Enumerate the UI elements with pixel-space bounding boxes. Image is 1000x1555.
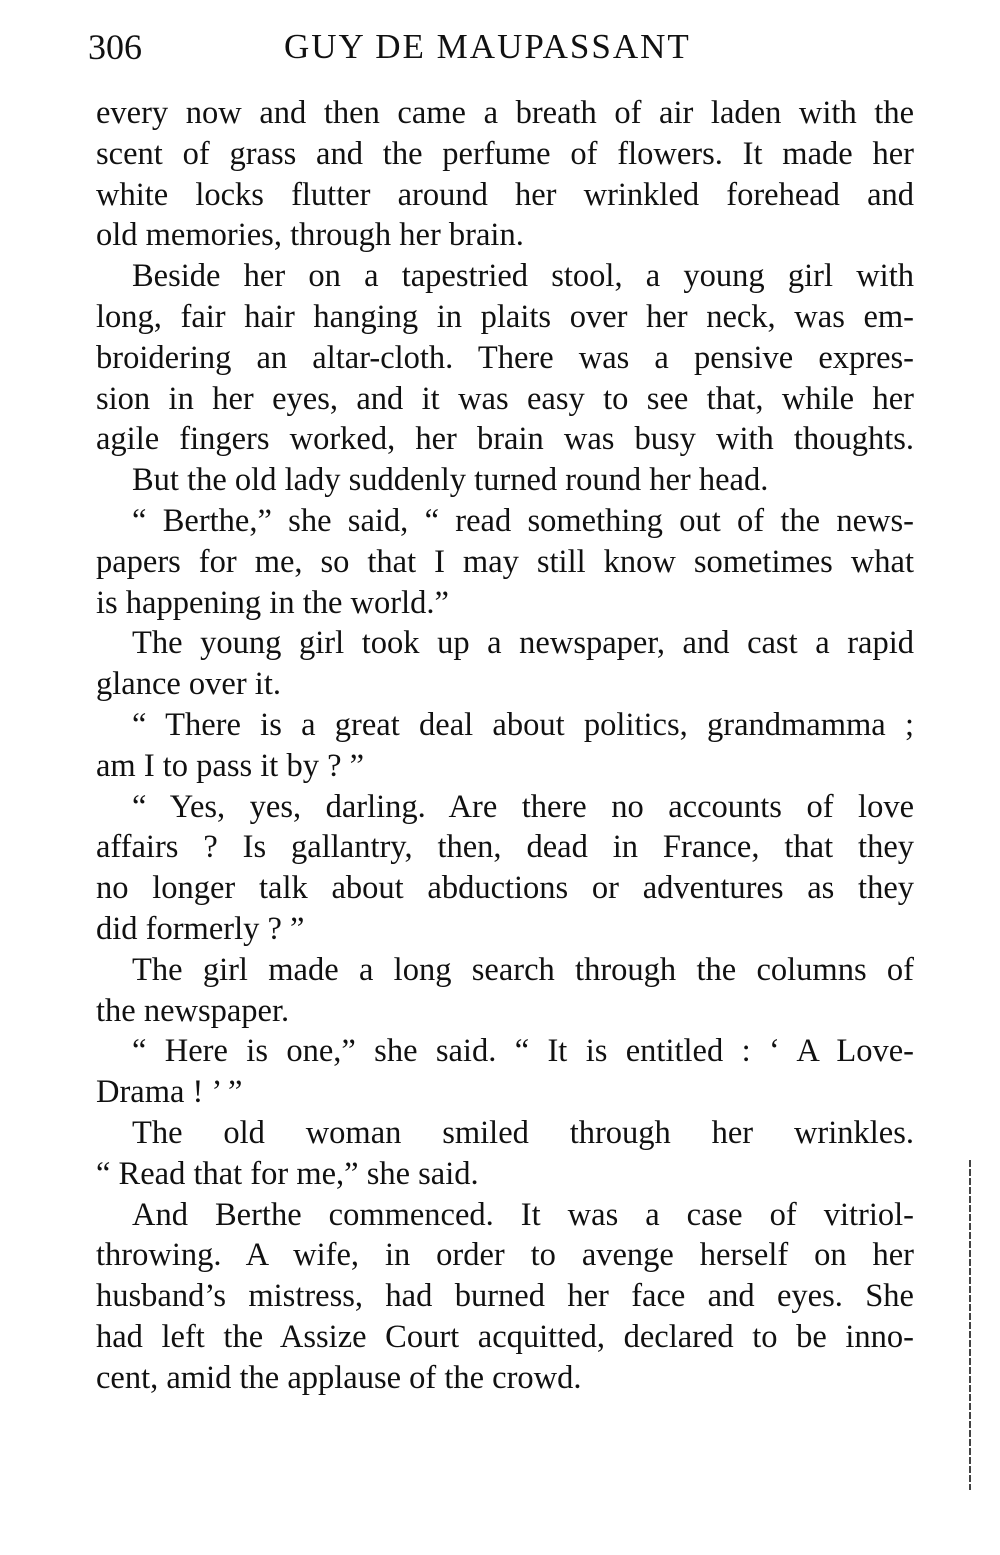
- text-line: The old woman smiled through her wrinkles.: [132, 1114, 914, 1151]
- text-line: long, fair hair hanging in plaits over her neck, was em-: [96, 298, 914, 335]
- text-line: cent, amid the applause of the crowd.: [96, 1359, 582, 1396]
- text-line: white locks flutter around her wrinkled forehead and: [96, 176, 914, 213]
- text-line: “ Here is one,” she said. “ It is entitled : ‘ A Love-: [132, 1033, 914, 1070]
- page-header: [88, 22, 728, 72]
- text-line: “ Berthe,” she said, “ read something out of the news-: [132, 502, 914, 539]
- margin-scan-line: [969, 1160, 971, 1490]
- body-text: [96, 93, 914, 1399]
- text-line: am I to pass it by ? ”: [96, 747, 365, 784]
- text-line: “ There is a great deal about politics, grandmamma ;: [132, 706, 914, 743]
- text-line: sion in her eyes, and it was easy to see that, while her: [96, 380, 914, 417]
- text-line: Beside her on a tapestried stool, a young girl with: [132, 258, 914, 295]
- text-line: And Berthe commenced. It was a case of vitriol-: [132, 1196, 914, 1233]
- text-line: no longer talk about abductions or adventures as they: [96, 870, 914, 907]
- text-line: But the old lady suddenly turned round her head.: [132, 462, 769, 499]
- text-line: scent of grass and the perfume of flowers. It made her: [96, 135, 914, 172]
- text-line: did formerly ? ”: [96, 910, 305, 947]
- text-line: agile fingers worked, her brain was busy with thoughts.: [96, 421, 914, 458]
- text-line: every now and then came a breath of air laden with the: [96, 95, 914, 131]
- text-line: The young girl took up a newspaper, and cast a rapid: [132, 625, 914, 662]
- text-line: Drama ! ’ ”: [96, 1074, 243, 1111]
- text-line: affairs ? Is gallantry, then, dead in France, that they: [96, 829, 914, 866]
- text-line: had left the Assize Court acquitted, declared to be inno-: [96, 1318, 914, 1355]
- text-line: old memories, through her brain.: [96, 217, 524, 254]
- text-line: “ Yes, yes, darling. Are there no accounts of love: [132, 788, 914, 825]
- text-line: The girl made a long search through the columns of: [132, 951, 914, 988]
- text-line: the newspaper.: [96, 992, 290, 1029]
- text-line: broidering an altar-cloth. There was a pensive expres-: [96, 339, 914, 376]
- running-head: GUY DE MAUPASSANT: [284, 27, 691, 66]
- text-line: glance over it.: [96, 666, 281, 703]
- text-line: husband’s mistress, had burned her face and eyes. She: [96, 1278, 914, 1315]
- text-line: is happening in the world.”: [96, 584, 449, 621]
- text-line: throwing. A wife, in order to avenge herself on her: [96, 1237, 914, 1274]
- text-line: papers for me, so that I may still know sometimes what: [96, 543, 914, 580]
- page-number: 306: [88, 27, 142, 67]
- text-line: “ Read that for me,” she said.: [96, 1155, 479, 1192]
